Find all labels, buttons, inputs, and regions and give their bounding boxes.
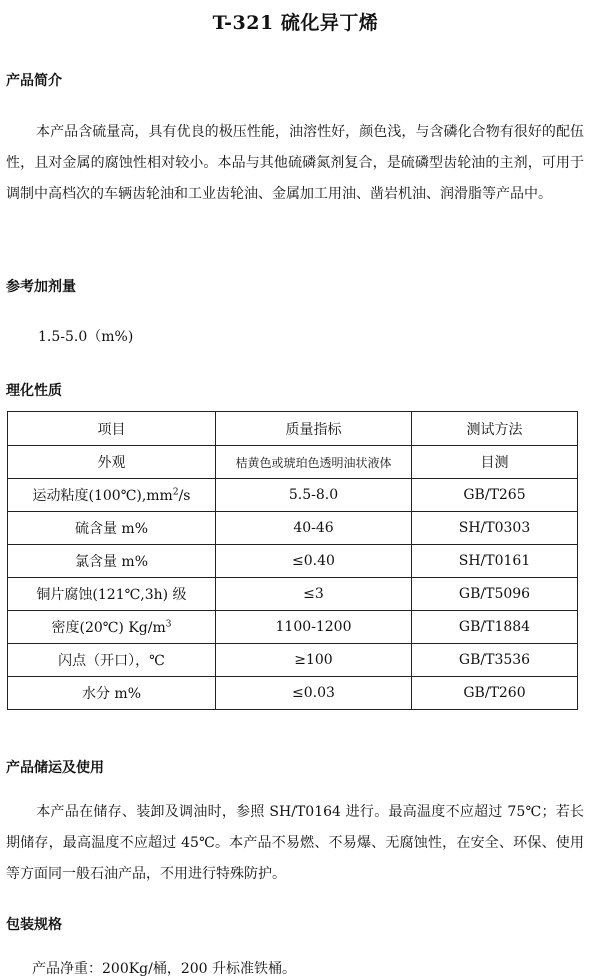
cell-item-text: 运动粘度(100℃),mm (32, 488, 173, 504)
table-row (8, 446, 578, 479)
document-title: T-321 硫化异丁烯 (212, 12, 379, 34)
cell-item (8, 479, 216, 512)
table-row (8, 677, 578, 710)
storage-paragraph (6, 797, 584, 890)
properties-table (7, 411, 578, 710)
section-heading-properties: 理化性质 (6, 383, 62, 399)
packaging-text: 产品净重：200Kg/桶，200 升标准铁桶。 (32, 961, 297, 977)
cell-item: 氯含量 m% (8, 545, 216, 578)
cell-spec: ≤3 (216, 578, 412, 611)
cell-item: 水分 m% (8, 677, 216, 710)
cell-method: SH/T0161 (412, 545, 578, 578)
cell-item: 闪点（开口），℃ (8, 644, 216, 677)
table-header-row (8, 412, 578, 446)
section-heading-storage: 产品储运及使用 (6, 760, 104, 776)
cell-spec: ≤0.40 (216, 545, 412, 578)
cell-item-sup: 3 (165, 619, 172, 630)
cell-method: GB/T265 (412, 479, 578, 512)
section-heading-intro: 产品简介 (6, 73, 62, 89)
column-header-spec: 质量指标 (216, 412, 412, 446)
cell-item (8, 611, 216, 644)
intro-text: 本产品含硫量高，具有优良的极压性能，油溶性好，颜色浅，与含磷化合物有很好的配伍性，且对金属的腐蚀性相对较小。本品与其他硫磷氮剂复合，是硫磷型齿轮油的主剂，可用于调制中高档次的车辆齿轮油和工业齿轮油、金属加工用油、凿岩机油、润滑脂等产品中。 (6, 124, 584, 202)
cell-method: SH/T0303 (412, 512, 578, 545)
cell-spec: 40-46 (216, 512, 412, 545)
column-header-method: 测试方法 (412, 412, 578, 446)
table-row (8, 512, 578, 545)
table-row (8, 545, 578, 578)
table-row (8, 479, 578, 512)
cell-spec: ≤0.03 (216, 677, 412, 710)
column-header-item: 项目 (8, 412, 216, 446)
cell-method: GB/T1884 (412, 611, 578, 644)
cell-spec: 1100-1200 (216, 611, 412, 644)
cell-method: GB/T5096 (412, 578, 578, 611)
section-heading-packaging: 包装规格 (6, 917, 62, 933)
cell-item: 外观 (8, 446, 216, 479)
cell-item-text: 密度(20℃) Kg/m (51, 620, 166, 636)
cell-spec: 桔黄色或琥珀色透明油状液体 (216, 446, 412, 479)
cell-method: 目测 (412, 446, 578, 479)
table-row (8, 644, 578, 677)
cell-item-suffix: /s (178, 488, 191, 504)
cell-spec: 5.5-8.0 (216, 479, 412, 512)
table-row (8, 578, 578, 611)
cell-spec: ≥100 (216, 644, 412, 677)
dosage-text: 1.5-5.0（m%) (38, 329, 134, 345)
storage-text: 本产品在储存、装卸及调油时，参照 SH/T0164 进行。最高温度不应超过 75℃；若长期储存，最高温度不应超过 45℃。本产品不易燃、不易爆、无腐蚀性，在安全、环保、使用等方面同一般石油产品，不用进行特殊防护。 (6, 804, 584, 882)
cell-item: 铜片腐蚀(121℃,3h) 级 (8, 578, 216, 611)
cell-item: 硫含量 m% (8, 512, 216, 545)
cell-method: GB/T260 (412, 677, 578, 710)
cell-method: GB/T3536 (412, 644, 578, 677)
intro-paragraph (6, 117, 584, 210)
table-row (8, 611, 578, 644)
cell-item-sup: 2 (172, 487, 179, 498)
section-heading-dosage: 参考加剂量 (6, 279, 76, 295)
